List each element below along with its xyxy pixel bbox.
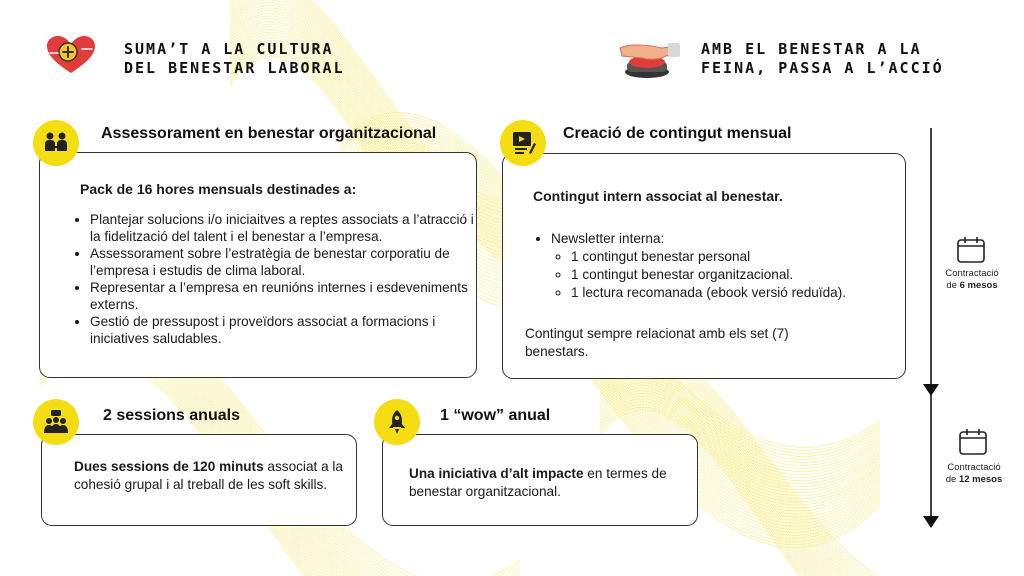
wow-description [409,465,689,501]
wow-bold-text: Una iniciativa d’alt impacte [409,466,584,481]
contingut-card [502,153,906,379]
list-item [551,230,911,302]
contingut-lead: Contingut intern associat al benestar. [533,188,783,204]
list-item: ◦ 1 contingut benestar personal [571,248,911,266]
contract-6-prefix: de [946,280,957,291]
contingut-list [535,230,911,302]
consulting-people-icon [33,120,79,166]
contract-12-label: Contractació [947,462,1001,473]
list-item: ◦ 1 contingut benestar organitzacional. [571,266,911,284]
assessorament-card [39,152,477,378]
content-video-icon [500,120,546,166]
contingut-footer: Contingut sempre relacionat amb els set (7) benestars. [525,326,789,359]
contract-12-months [934,462,1014,486]
list-item: • Plantejar solucions i/o iniciaitves a reptes associats a l’atracció i la fidelització del talent i el benestar a l’empresa. [90,211,474,245]
contract-12-bold: 12 mesos [958,474,1003,485]
header-right-line1: AMB EL BENESTAR A LA [701,40,922,58]
header-left-line2: DEL BENESTAR LABORAL [124,59,345,77]
contract-6-label: Contractació [945,268,999,279]
contract-6-months [932,268,1012,292]
list-item: • Assessorament sobre l’estratègia de benestar corporatiu de l’empresa i estudis de clima laboral. [90,245,474,279]
contract-6-bold: 6 mesos [959,280,998,291]
header-right-line2: FEINA, PASSA A L’ACCIÓ [701,59,944,77]
list-item: • Representar a l’empresa en reunións internes i esdeveniments externs. [90,279,474,313]
header-left-title [124,40,345,78]
header-right-title [701,40,944,78]
contract-6-duration [932,280,1012,292]
contract-12-duration [934,474,1014,486]
list-item: ◦ 1 lectura recomanada (ebook versió reduïda). [571,284,911,302]
sessions-bold-text: Dues sessions de 120 minuts [74,459,264,474]
list-item: • Gestió de pressupost i proveïdors associat a formacions i iniciatives saludables. [90,313,474,347]
assessorament-list [74,211,474,347]
contingut-title: Creació de contingut mensual [563,125,792,142]
sessions-description [74,458,344,494]
header-left-line1: SUMA’T A LA CULTURA [124,40,334,58]
calendar-icon [958,428,988,461]
sessions-title: 2 sessions anuals [103,407,240,424]
rocket-icon [374,399,420,445]
sessions-card [41,434,357,526]
wow-title: 1 “wow” anual [440,407,551,424]
assessorament-lead: Pack de 16 hores mensuals destinades a: [80,181,357,197]
hand-press-button-icon [612,34,682,80]
wow-text: en termes de benestar organitzacional. [409,466,667,499]
assessorament-title: Assessorament en benestar organitzacional [101,125,437,142]
contract-12-prefix: de [945,474,957,485]
heart-plus-icon [44,35,98,75]
wow-card [382,434,698,526]
calendar-icon [956,236,986,269]
group-talk-icon [33,399,79,445]
newsletter-sublist [551,248,911,302]
newsletter-label: Newsletter interna: [551,231,665,246]
sessions-text: associat a la cohesió grupal i al treball de les soft skills. [74,459,343,492]
